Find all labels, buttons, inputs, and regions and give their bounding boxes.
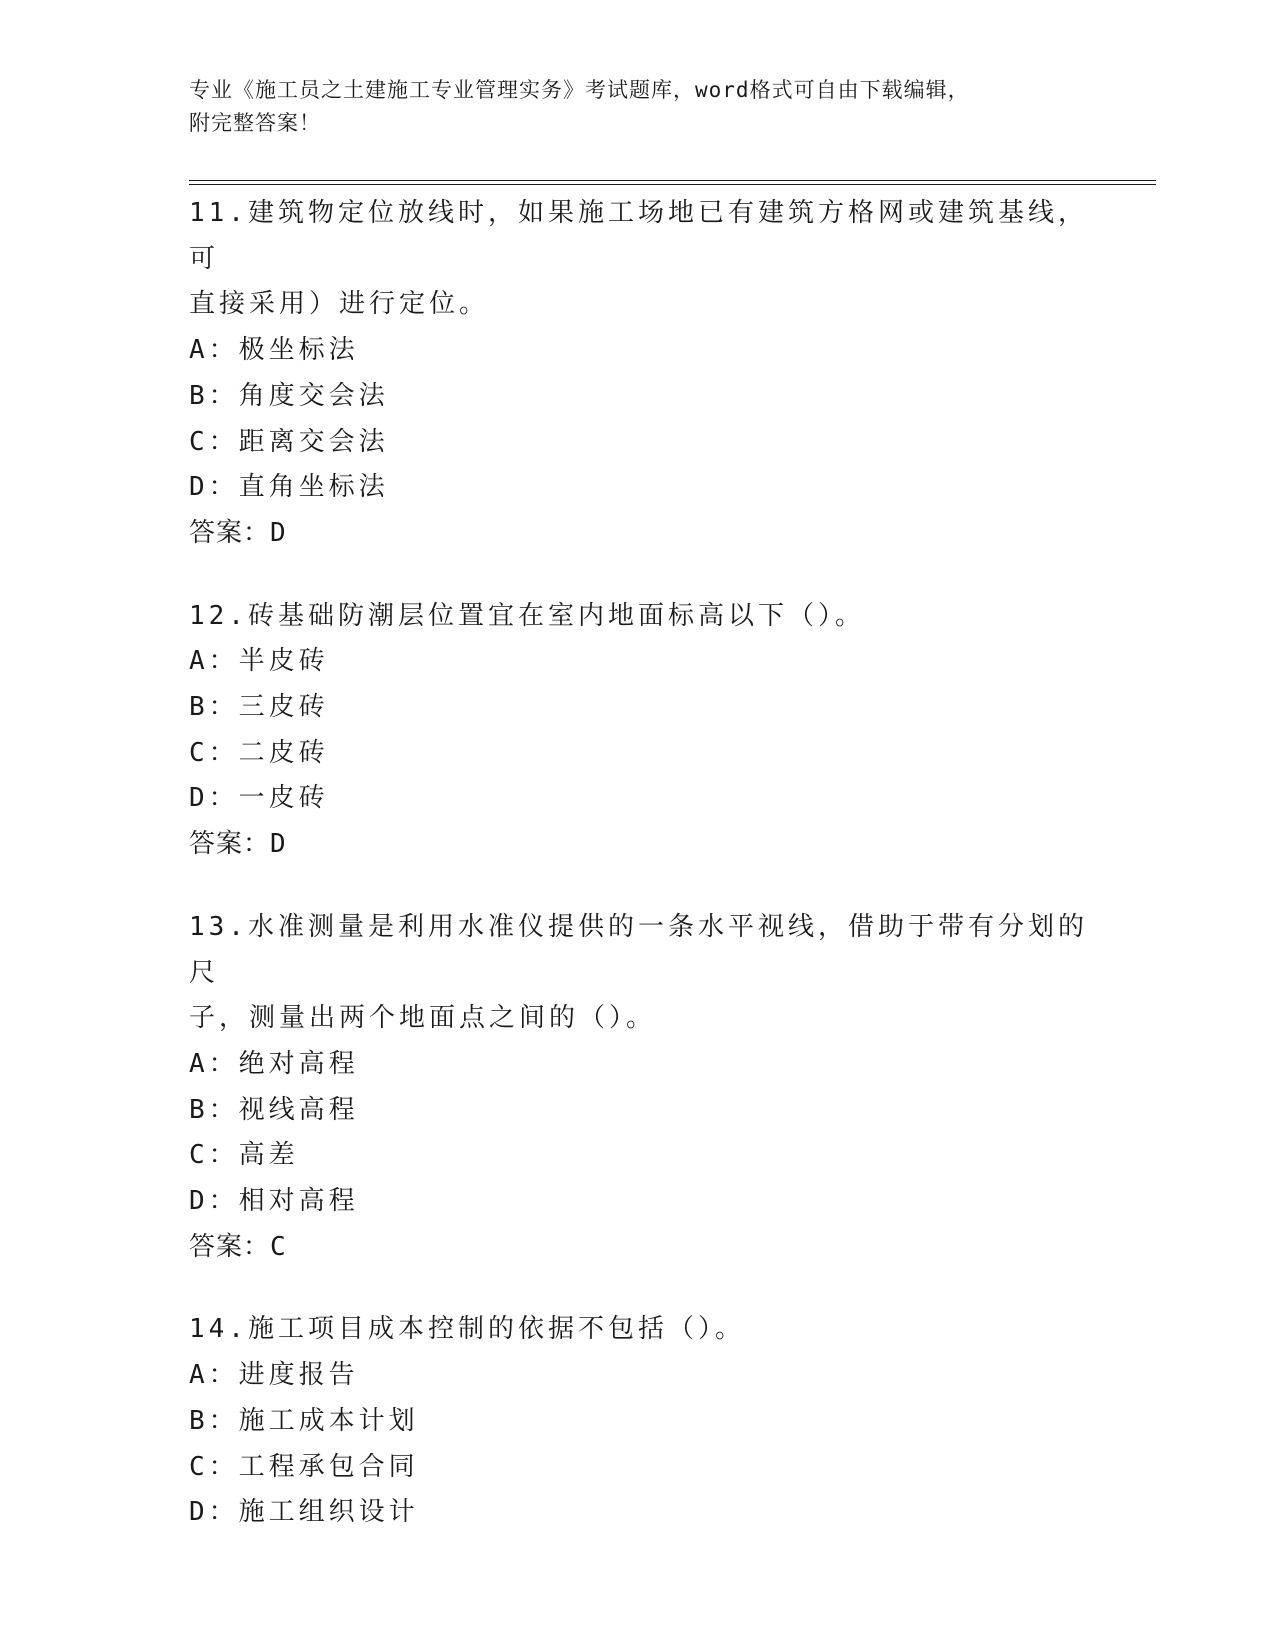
option-d: D：一皮砖: [189, 783, 329, 814]
option-a: A：极坐标法: [189, 335, 359, 366]
question-stem: 13.水准测量是利用水准仪提供的一条水平视线，借助于带有分划的尺: [189, 911, 1088, 988]
question-13: [189, 905, 1089, 1271]
option-b: B：视线高程: [189, 1094, 359, 1125]
answer-line: [189, 511, 1089, 557]
document-header: [189, 74, 1089, 140]
option-c: C：二皮砖: [189, 737, 329, 768]
option-d: D：施工组织设计: [189, 1497, 419, 1528]
question-stem-continued: 直接采用）进行定位。: [189, 289, 490, 320]
option-c: C：距离交会法: [189, 426, 389, 457]
option-b: B：角度交会法: [189, 380, 389, 411]
option-a: A：半皮砖: [189, 646, 329, 677]
answer-value: D: [270, 517, 286, 548]
question-14: [189, 1307, 1089, 1536]
option-a: A：进度报告: [189, 1360, 359, 1391]
option-b: B：三皮砖: [189, 692, 329, 723]
option-d: D：相对高程: [189, 1186, 359, 1217]
question-stem: 12.砖基础防潮层位置宜在室内地面标高以下（）。: [189, 600, 865, 631]
answer-value: C: [270, 1231, 286, 1262]
question-list: [189, 191, 1089, 1573]
question-12: [189, 594, 1089, 868]
header-divider-top: [189, 180, 1156, 181]
answer-value: D: [270, 829, 286, 860]
answer-line: [189, 1225, 1089, 1271]
header-line-1: 专业《施工员之土建施工专业管理实务》考试题库，word格式可自由下载编辑，: [189, 78, 970, 102]
answer-label: 答案：: [189, 517, 271, 548]
answer-label: 答案：: [189, 829, 271, 860]
question-stem: 11.建筑物定位放线时，如果施工场地已有建筑方格网或建筑基线，可: [189, 198, 1088, 274]
option-d: D：直角坐标法: [189, 472, 389, 503]
option-b: B：施工成本计划: [189, 1405, 419, 1436]
question-stem: 14.施工项目成本控制的依据不包括（）。: [189, 1314, 745, 1345]
header-divider-bottom: [189, 184, 1156, 185]
answer-line: [189, 822, 1089, 868]
question-11: [189, 191, 1089, 557]
option-c: C：工程承包合同: [189, 1451, 419, 1482]
option-a: A：绝对高程: [189, 1048, 359, 1079]
answer-label: 答案：: [189, 1231, 271, 1262]
header-line-2: 附完整答案！: [189, 111, 321, 135]
option-c: C：高差: [189, 1140, 299, 1171]
question-stem-continued: 子，测量出两个地面点之间的（）。: [189, 1003, 657, 1034]
